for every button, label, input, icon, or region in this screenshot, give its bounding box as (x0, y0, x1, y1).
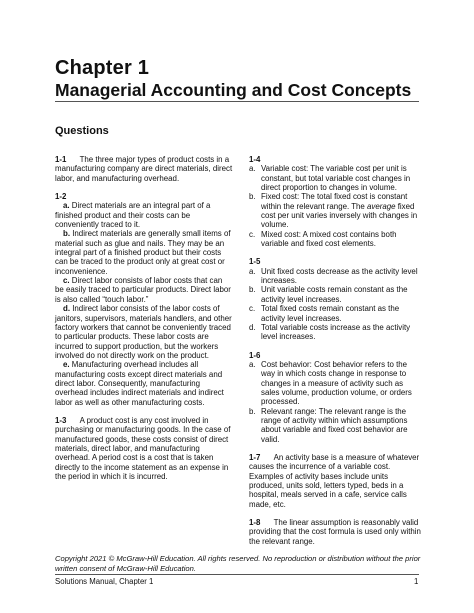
list-item: b. Relevant range: The relevant range is the range of activity within which assumptions about variable and fixed cost behavior are valid. (249, 406, 408, 444)
item-text: Indirect materials are generally small items of material such as glue and nails. They may be an integral part of a finished product but their costs can be traced to the product only at great cost or inconvenience. (55, 229, 231, 276)
question-1-5 (249, 257, 423, 341)
answer-text: A product cost is any cost involved in purchasing or manufacturing goods. In the case of manufactured goods, these costs consist of direct materials, direct labor, and manufacturing overhead. A period cost is a cost that is taken directly to the income statement as an expense in the period in which it is incurred. (55, 415, 231, 481)
question-1-7 (249, 453, 423, 509)
item-text: Indirect labor consists of the labor costs of janitors, supervisors, materials handlers, and other factory workers that cannot be conveniently traced to particular products. These labor costs are incurred to support production, but the workers involved do not directly work on the product. (55, 304, 232, 360)
list-item: a. Unit fixed costs decrease as the activity level increases. (249, 266, 418, 286)
question-number: 1-6 (249, 350, 261, 360)
list-item: b. Unit variable costs remain constant as the activity level increases. (249, 285, 408, 304)
footer-divider (55, 574, 419, 575)
item-label: a. (63, 201, 70, 211)
question-number: 1-2 (55, 192, 67, 202)
question-1-8 (249, 518, 423, 546)
item-text: Direct materials are an integral part of a finished product and their costs can be conveniently traced to it. (55, 201, 211, 230)
copyright-notice: Copyright 2021 © McGraw-Hill Education. All rights reserved. No reproduction or distribution without the prior written consent of McGraw-Hill Education. (55, 554, 421, 573)
list-item: c. Mixed cost: A mixed cost contains both variable and fixed cost elements. (249, 229, 397, 249)
question-number: 1-5 (249, 257, 261, 267)
question-1-2 (55, 192, 233, 407)
section-heading: Questions (55, 125, 109, 137)
list-item: a. Cost behavior: Cost behavior refers to the way in which costs change in response to changes in a measure of activity such as sales volume, production volume, or orders processed. (249, 359, 412, 407)
list-item: c. Total fixed costs remain constant as the activity level increases. (249, 304, 400, 323)
list-item: b. Fixed cost: The total fixed cost is constant within the relevant range. The average fixed cost per unit varies inversely with changes in volume. (249, 192, 418, 230)
chapter-number: Chapter 1 (55, 57, 150, 79)
list-item: d. Total variable costs increase as the activity level increases. (249, 322, 411, 342)
list-item: a. Variable cost: The variable cost per unit is constant, but total variable cost changes in direct proportion to changes in volume. (249, 164, 411, 193)
question-number: 1-3 (55, 415, 67, 425)
question-1-1 (55, 155, 233, 183)
item-label: d. (63, 304, 71, 314)
page-number: 1 (414, 577, 419, 586)
answer-text: The linear assumption is reasonably valid providing that the cost formula is used only within the relevant range. (249, 518, 421, 546)
item-text: Manufacturing overhead includes all manufacturing costs except direct materials and direct labor. Consequently, manufacturing overhead includes indirect materials and indirect labor as well as other manufacturing costs. (55, 360, 224, 407)
chapter-title: Managerial Accounting and Cost Concepts (55, 80, 412, 100)
answer-text: An activity base is a measure of whatever causes the incurrence of a variable cost. Examples of activity bases include units produced, units sold, letters typed, beds in a hospital, meals served in a cafe, service calls made, etc. (249, 452, 420, 509)
answer-text: The three major types of product costs in a manufacturing company are direct materials, direct labor, and manufacturing overhead. (55, 155, 233, 183)
item-label: c. (63, 276, 70, 286)
question-number: 1-8 (249, 518, 261, 528)
question-1-4 (249, 155, 423, 248)
item-label: b. (63, 229, 71, 239)
footer-text: Solutions Manual, Chapter 1 (55, 577, 154, 586)
item-label: e. (63, 360, 70, 370)
question-number: 1-4 (249, 155, 261, 164)
question-number: 1-1 (55, 155, 67, 164)
question-1-3 (55, 416, 233, 481)
left-column (55, 155, 233, 490)
title-divider (55, 101, 419, 102)
question-number: 1-7 (249, 452, 261, 462)
right-column (249, 155, 423, 555)
question-1-6 (249, 351, 423, 444)
item-text: Direct labor consists of labor costs that can be easily traced to particular products. Direct labor is also called “touch labor.” (55, 276, 231, 304)
